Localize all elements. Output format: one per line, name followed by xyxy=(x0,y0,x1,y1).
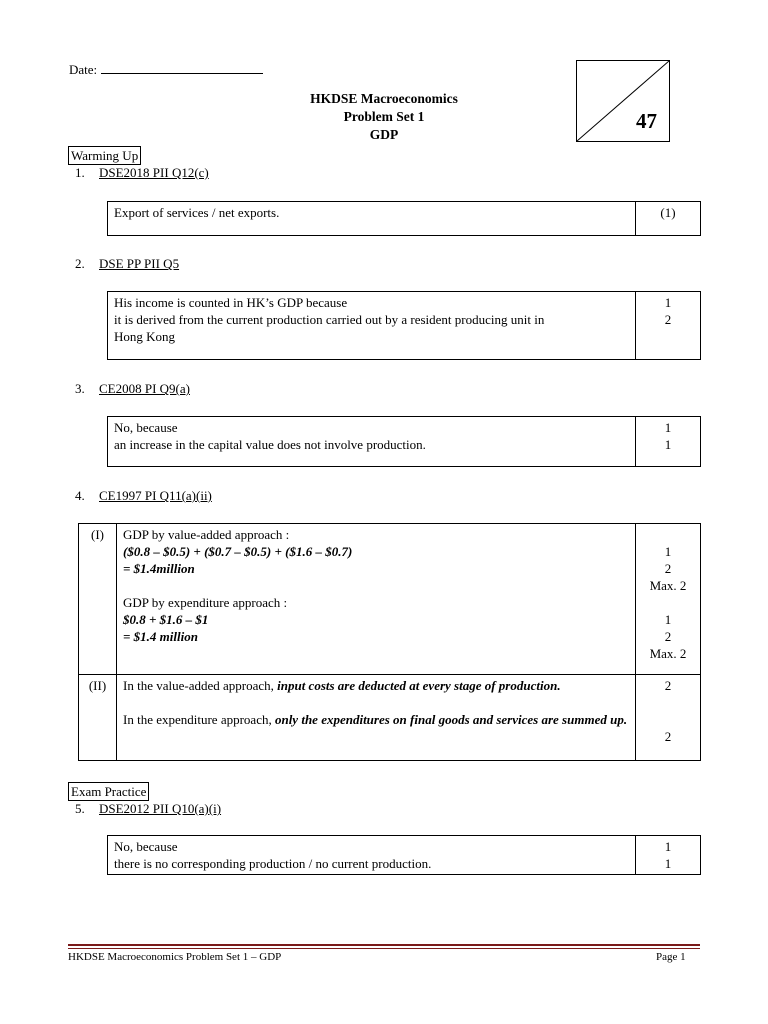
answer-line: No, because xyxy=(114,420,178,435)
question-reference: CE2008 PI Q9(a) xyxy=(99,381,190,396)
question-reference: DSE2012 PII Q10(a)(i) xyxy=(99,801,222,816)
footer-rule-thin xyxy=(68,948,700,949)
answer-line: it is derived from the current production carried out by a resident producing unit in xyxy=(114,312,545,327)
question-number: 5. xyxy=(75,801,85,816)
mark-cell: (1) xyxy=(636,202,701,236)
mark-cell xyxy=(636,292,701,360)
question-number: 4. xyxy=(75,488,85,503)
page-number: Page 1 xyxy=(656,951,686,963)
mark-value: 1 xyxy=(664,856,672,871)
answer-formula: $0.8 + $1.6 – $1 xyxy=(123,612,209,627)
answer-result: = $1.4 million xyxy=(123,629,198,644)
question-2-heading xyxy=(75,256,179,272)
answer-paragraph: In the expenditure approach, only the expenditures on final goods and services are summed up. xyxy=(123,712,628,727)
mark-cell xyxy=(636,675,701,761)
answer-text xyxy=(108,292,636,360)
answer-line: an increase in the capital value does not involve production. xyxy=(114,437,426,452)
mark-value: 1 xyxy=(664,544,672,559)
mark-cell xyxy=(636,524,701,675)
mark-value: 2 xyxy=(664,561,672,576)
question-3-heading xyxy=(75,381,190,397)
answer-text xyxy=(108,836,636,875)
mark-cell xyxy=(636,417,701,467)
mark-max: Max. 2 xyxy=(649,578,687,593)
document-subtitle: Problem Set 1 xyxy=(343,109,425,124)
question-reference: CE1997 PI Q11(a)(ii) xyxy=(99,488,212,503)
date-label: Date: xyxy=(69,62,98,77)
question-number: 1. xyxy=(75,165,85,180)
mark-cell xyxy=(636,836,701,875)
document-topic: GDP xyxy=(369,127,399,142)
question-reference: DSE PP PII Q5 xyxy=(99,256,180,271)
answer-text: Export of services / net exports. xyxy=(108,202,636,236)
answer-line: GDP by value-added approach : xyxy=(123,527,290,542)
answer-line: there is no corresponding production / no current production. xyxy=(114,856,432,871)
score-value: 47 xyxy=(636,109,657,133)
question-reference: DSE2018 PII Q12(c) xyxy=(99,165,209,180)
part-label: (II) xyxy=(79,675,117,761)
answer-line: Hong Kong xyxy=(114,329,176,344)
answer-line: GDP by expenditure approach : xyxy=(123,595,288,610)
section-exam-practice: Exam Practice xyxy=(68,782,149,801)
question-number: 2. xyxy=(75,256,85,271)
answer-text xyxy=(108,417,636,467)
question-5-heading xyxy=(75,801,221,817)
question-4-heading xyxy=(75,488,212,504)
date-field xyxy=(69,62,263,78)
mark-value: 2 xyxy=(664,678,672,693)
mark-value: 1 xyxy=(664,295,672,310)
answer-table-q3 xyxy=(107,416,701,467)
mark-value: 1 xyxy=(664,420,672,435)
footer-rule xyxy=(68,944,700,946)
answer-table-q1 xyxy=(107,201,701,236)
score-box xyxy=(576,60,670,142)
mark-value: 1 xyxy=(664,437,672,452)
part-label: (I) xyxy=(79,524,117,675)
answer-table-q5 xyxy=(107,835,701,875)
mark-value: 1 xyxy=(664,839,672,854)
mark-value: 2 xyxy=(664,629,672,644)
footer-title: HKDSE Macroeconomics Problem Set 1 – GDP xyxy=(68,951,282,963)
answer-text xyxy=(117,524,636,675)
answer-table-q4 xyxy=(78,523,701,761)
question-1-heading xyxy=(75,165,209,181)
mark-value: 1 xyxy=(664,612,672,627)
answer-paragraph: In the value-added approach, input costs are deducted at every stage of production. xyxy=(123,678,561,693)
answer-result: = $1.4million xyxy=(123,561,195,576)
answer-text xyxy=(117,675,636,761)
answer-line: His income is counted in HK’s GDP because xyxy=(114,295,348,310)
mark-value: 2 xyxy=(664,729,672,744)
question-number: 3. xyxy=(75,381,85,396)
date-blank-line xyxy=(101,62,263,74)
answer-table-q2 xyxy=(107,291,701,360)
answer-line: No, because xyxy=(114,839,178,854)
answer-formula: ($0.8 – $0.5) + ($0.7 – $0.5) + ($1.6 – $0.7) xyxy=(123,544,353,559)
mark-value: 2 xyxy=(664,312,672,327)
mark-max: Max. 2 xyxy=(649,646,687,661)
section-warming-up: Warming Up xyxy=(68,146,141,165)
document-title: HKDSE Macroeconomics xyxy=(310,91,458,106)
